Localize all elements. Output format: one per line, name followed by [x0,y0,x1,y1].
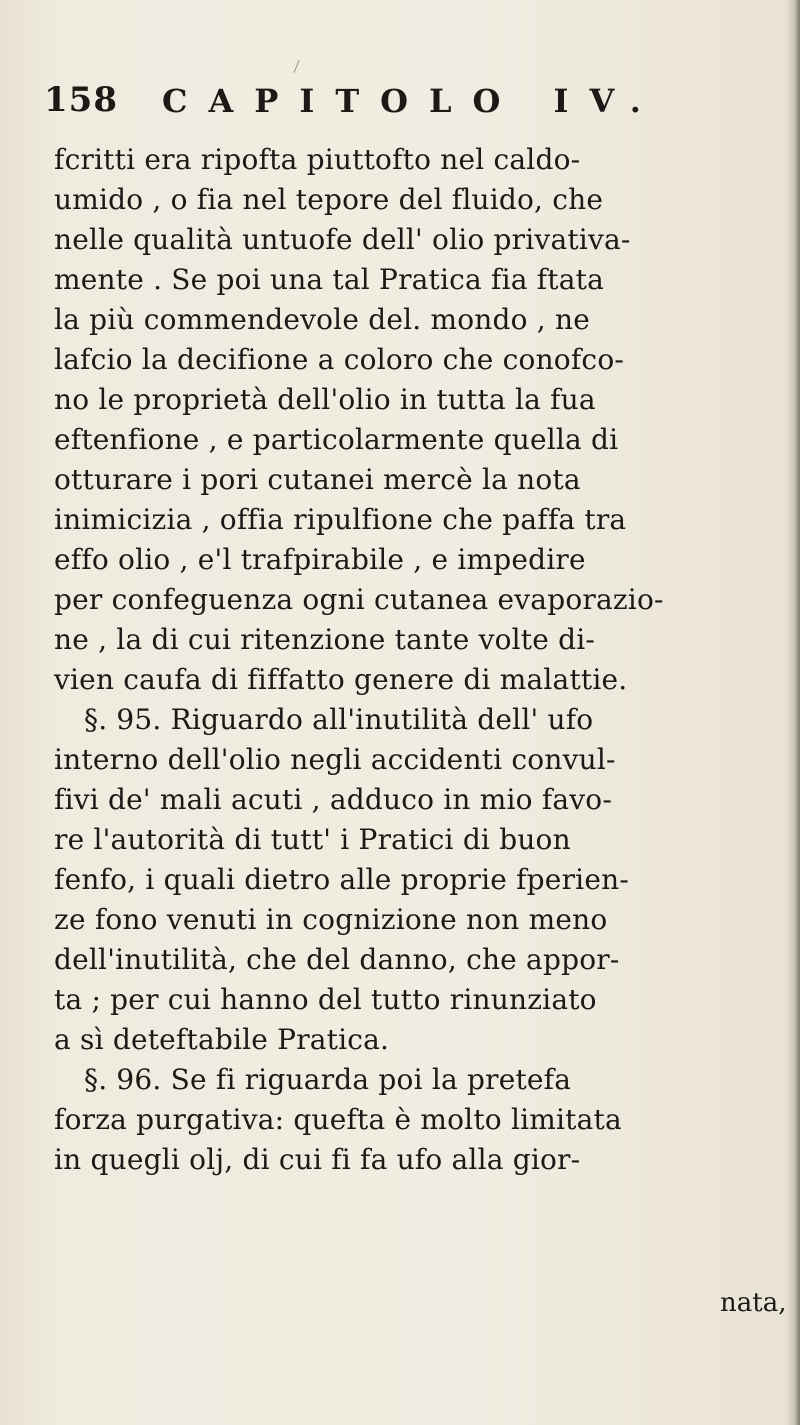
text-line: a sì deteftabile Pratica. [54,1023,390,1056]
text-line: interno dell'olio negli accidenti convul- [54,743,616,776]
text-line: per confeguenza ogni cutanea evaporazio- [54,583,664,616]
text-line: fivi de' mali acuti , adduco in mio favo- [54,783,613,816]
text-line: mente . Se poi una tal Pratica fia ftata [54,263,604,296]
text-line: inimicizia , offia ripulfione che paffa tra [54,503,627,536]
text-line: nelle qualità untuofe dell' olio privativa- [54,223,631,256]
running-head: CAPITOLO IV. [162,82,662,120]
page-edge-shadow [786,0,800,1425]
page-number: 158 [44,80,118,120]
section-start-line: §. 95. Riguardo all'inutilità dell' ufo [84,703,594,736]
body-text [54,140,794,1180]
text-line: vien caufa di fiffatto genere di malattie. [54,663,628,696]
text-line: forza purgativa: quefta è molto limitata [54,1103,622,1136]
text-line: ze fono venuti in cognizione non meno [54,903,608,936]
text-line: in quegli olj, di cui fi fa ufo alla gior- [54,1143,581,1176]
pencil-mark [294,60,304,75]
text-line: eftenfione , e particolarmente quella di [54,423,619,456]
section-start-line: §. 96. Se fi riguarda poi la pretefa [84,1063,572,1096]
text-line: ne , la di cui ritenzione tante volte di- [54,623,596,656]
text-line: re l'autorità di tutt' i Pratici di buon [54,823,571,856]
text-line: umido , o fia nel tepore del fluido, che [54,183,604,216]
text-line: ta ; per cui hanno del tutto rinunziato [54,983,597,1016]
page-header [44,80,764,130]
catchword: nata, [720,1288,787,1318]
text-line: fenfo, i quali dietro alle proprie fperien- [54,863,629,896]
text-line: otturare i pori cutanei mercè la nota [54,463,581,496]
text-line: no le proprietà dell'olio in tutta la fua [54,383,596,416]
text-line: lafcio la decifione a coloro che conofco- [54,343,625,376]
text-line: la più commendevole del. mondo , ne [54,303,590,336]
text-line: fcritti era ripofta piuttofto nel caldo- [54,143,581,176]
text-line: dell'inutilità, che del danno, che appor- [54,943,620,976]
text-line: effo olio , e'l trafpirabile , e impedire [54,543,586,576]
